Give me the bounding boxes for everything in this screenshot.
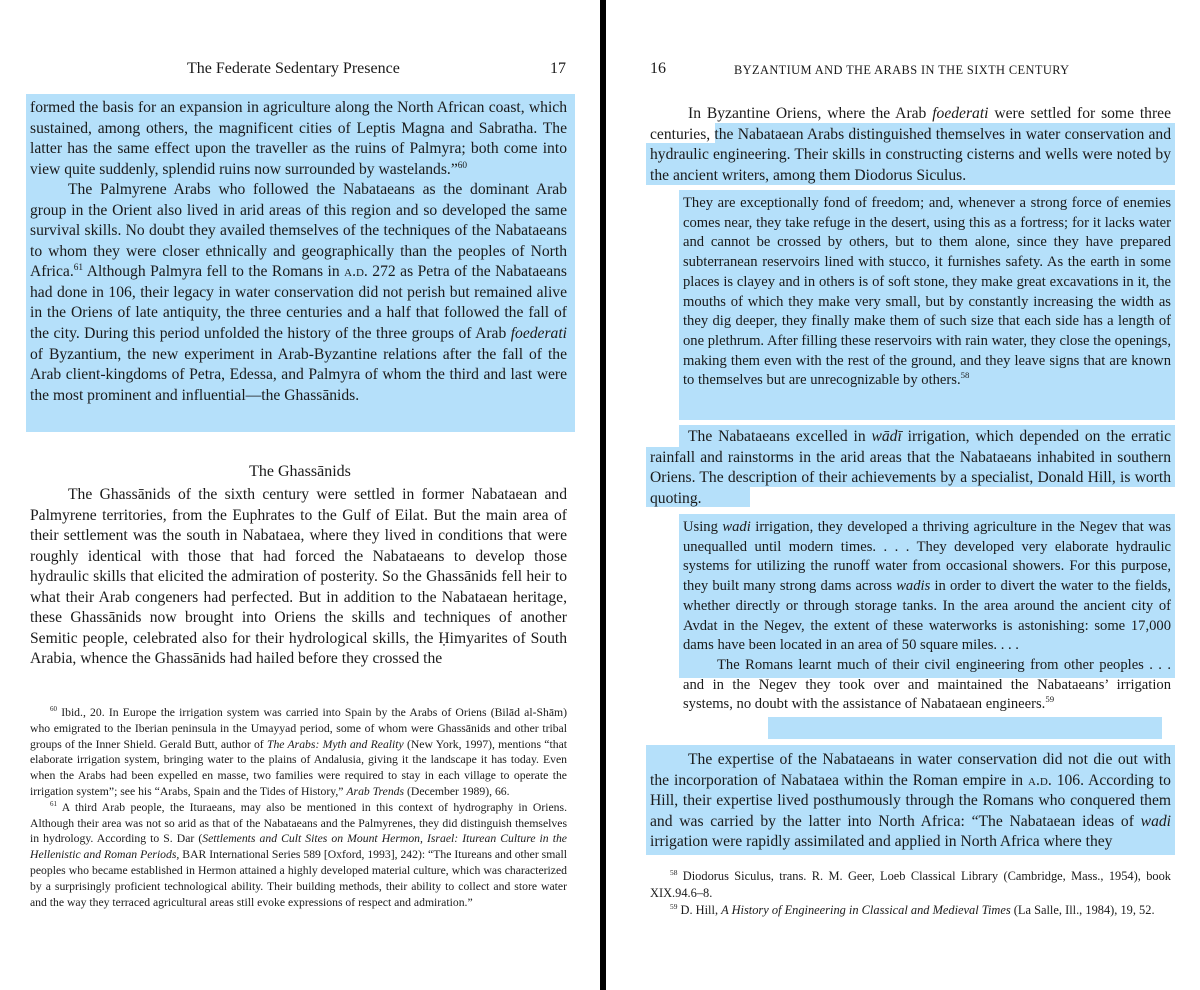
left-highlighted-text bbox=[30, 98, 567, 406]
right-para-2-wrap bbox=[650, 427, 1171, 509]
right-page-number: 16 bbox=[650, 60, 666, 77]
section-heading: The Ghassānids bbox=[249, 463, 351, 480]
hl-quote-3 bbox=[768, 717, 1162, 739]
left-para-3: The Ghassānids of the sixth century were settled in former Nabataean and Palmyrene territories, from the Euphrates to the Gulf of Eilat. But the main area of their settlement was the south in Nabataea, where they lived in conditions that were roughly identical with those that had forced the Nabataeans to develop those hydraulic skills that elicited the admiration of posterity. So the Ghassānids fell heir to what their Arab congeners had perfected. But in addition to the Nabataean heritage, these Ghassānids now brought into Oriens the skills and techniques of another Semitic people, celebrated also for their hydrological skills, the Ḥimyarites of South Arabia, whence the Ghassānids had hailed before they crossed the bbox=[30, 486, 567, 668]
note-ref-58: 58 bbox=[960, 370, 970, 381]
note-ref-59: 59 bbox=[1045, 694, 1055, 705]
right-footnotes bbox=[650, 868, 1171, 919]
right-para-3-wrap bbox=[650, 750, 1171, 853]
right-intro: In Byzantine Oriens, where the Arab foederati were settled for some three centuries, the Nabataean Arabs distinguished themselves in water conservation and hydraulic engineering. Their skills in constructing cisterns and wells were noted by the ancient writers, among them Diodorus Siculus. bbox=[650, 105, 1171, 184]
right-intro-wrap bbox=[650, 104, 1171, 186]
right-para-2: The Nabataeans excelled in wādī irrigation, which depended on the erratic rainfall and rainstorms in the arid areas that the Nabataeans inhabited in southern Oriens. The description of their achievements by a specialist, Donald Hill, is worth quoting. bbox=[650, 428, 1171, 507]
quote-3: The Romans learnt much of their civil engineering from other peoples . . . and in the Negev they took over and maintained the Nabataeans’ irrigation systems, no doubt with the assistance of Nabataean engineers.$^{59}$ bbox=[683, 656, 1171, 713]
footnote-59: $^{59}$ D. Hill, A History of Engineering in Classical and Medieval Times (La Salle, Ill., 1984), 19, 52. bbox=[670, 901, 1155, 917]
left-footnotes bbox=[30, 705, 567, 910]
right-para-3: The expertise of the Nabataeans in water conservation did not die out with the incorporation of Nabataea within the Roman empire in a.d. 106. According to Hill, their expertise lived posthumously through the Romans who conquered them and was carried by the latter into North Africa: “The Nabataean ideas of wadi irrigation were rapidly assimilated and applied in North Africa where they bbox=[650, 751, 1171, 851]
quote-2: Using wadi irrigation, they developed a thriving agriculture in the Negev that was unequalled until modern times. . . . They developed very elaborate hydraulic systems for utilizing the runoff water from occasional showers. For this purpose, they built many strong dams across wadis in order to divert the water to the fields, whether directly or through storage tanks. In the area around the ancient city of Avdat in the Negev, the extent of these waterworks is astonishing: some 17,000 dams have been located in an area of 50 square miles. . . . The Romans learnt much of their civil engineering from other peoples . . . and in the Negev they took over and maintained the Nabataeans’ irrigation systems, no doubt with the assistance of Nabataean engineers.$^{59}$ bbox=[683, 518, 1171, 715]
left-running-head: The Federate Sedentary Presence bbox=[187, 60, 400, 77]
right-running-head: BYZANTIUM AND THE ARABS IN THE SIXTH CENTURY bbox=[734, 63, 1070, 77]
footnote-60: $^{60}$ Ibid., 20. In Europe the irrigation system was carried into Spain by the Arabs of Oriens (Bilād al-Shām) who emigrated to the Iberian peninsula in the Umayyad period, some of whom were Ghassānids and other tribal groups of the Inner Shield. Gerald Butt, author of The Arabs: Myth and Reality (New York, 1997), mentions “that elaborate irrigation system, bringing water to the plains of Andalusia, giving it the landscape it has today. Even when the Arabs had been expelled en masse, two families were required to stay in each village to operate the irrigation system”; see his “Arabs, Spain and the Tides of History,” Arab Trends (December 1989), 66. bbox=[30, 705, 567, 798]
note-ref-61: 61 bbox=[73, 263, 84, 274]
left-para-2: The Palmyrene Arabs who followed the Nabataeans as the dominant Arab group in the Orient also lived in arid areas of this region and so developed the same survival skills. No doubt they availed themselves of the techniques of the Nabataeans to whom they were closer ethnically and geographically than the peoples of North Africa.$^{61}$ Although Palmyra fell to the Romans in a.d. 272 as Petra of the Nabataeans had done in 106, their legacy in water conservation did not perish but remained alive in the Oriens of late antiquity, the three centuries and a half that followed the fall of the city. During this period unfolded the history of the three groups of Arab foederati of Byzantium, the new experiment in Arab-Byzantine relations after the fall of the Arab client-kingdoms of Petra, Edessa, and Palmyra of whom the third and last were the most prominent and influential—the Ghassānids. bbox=[30, 181, 567, 404]
footnote-61: $^{61}$ A third Arab people, the Ituraeans, may also be mentioned in this context of hydrography in Oriens. Although their area was not so arid as that of the Nabataeans and the Palmyrenes, they did distinguish themselves in hydrology. According to S. Dar (Settlements and Cult Sites on Mount Hermon, Israel: Iturean Culture in the Hellenistic and Roman Periods, BAR International Series 589 [Oxford, 1993], 242): “The Itureans and other small peoples who became established in Hermon attained a highly developed material culture, which was characterized by a surprisingly proficient technological ability. Their building methods, their ability to collect and store water and the way they terraced agricultural areas still evoke expressions of respect and admiration.” bbox=[30, 799, 567, 909]
note-ref-60: 60 bbox=[457, 160, 468, 171]
footnote-58: $^{58}$ Diodorus Siculus, trans. R. M. Geer, Loeb Classical Library (Cambridge, Mass., 1954), book XIX.94.6–8. bbox=[650, 867, 1171, 900]
left-para-1: formed the basis for an expansion in agriculture along the North African coast, which sustained, among others, the magnificent cities of Leptis Magna and Sabratha. The latter has the same effect upon the traveller as the ruins of Palmyra; both come into view quite suddenly, splendid ruins now surrounded by wastelands.”$^{60}$ bbox=[30, 99, 567, 178]
right-page bbox=[606, 0, 1200, 990]
left-page-number: 17 bbox=[550, 60, 566, 77]
left-para-3-wrap bbox=[30, 485, 567, 670]
quote-1: They are exceptionally fond of freedom; and, whenever a strong force of enemies comes near, they take refuge in the desert, using this as a fortress; for it lacks water and cannot be crossed by others, but to them alone, since they have prepared subterranean reservoirs lined with stucco, it furnishes safety. As the earth in some places is clayey and in others is of soft stone, they make great excavations in it, the mouths of which they make very small, but by constantly increasing the width as they dig deeper, they finally make them of such size that each side has a length of one plethrum. After filling these reservoirs with rain water, they close the openings, making them even with the rest of the ground, and they leave signs that are known to themselves but are unrecognizable by others.$^{58}$ bbox=[683, 195, 1171, 389]
